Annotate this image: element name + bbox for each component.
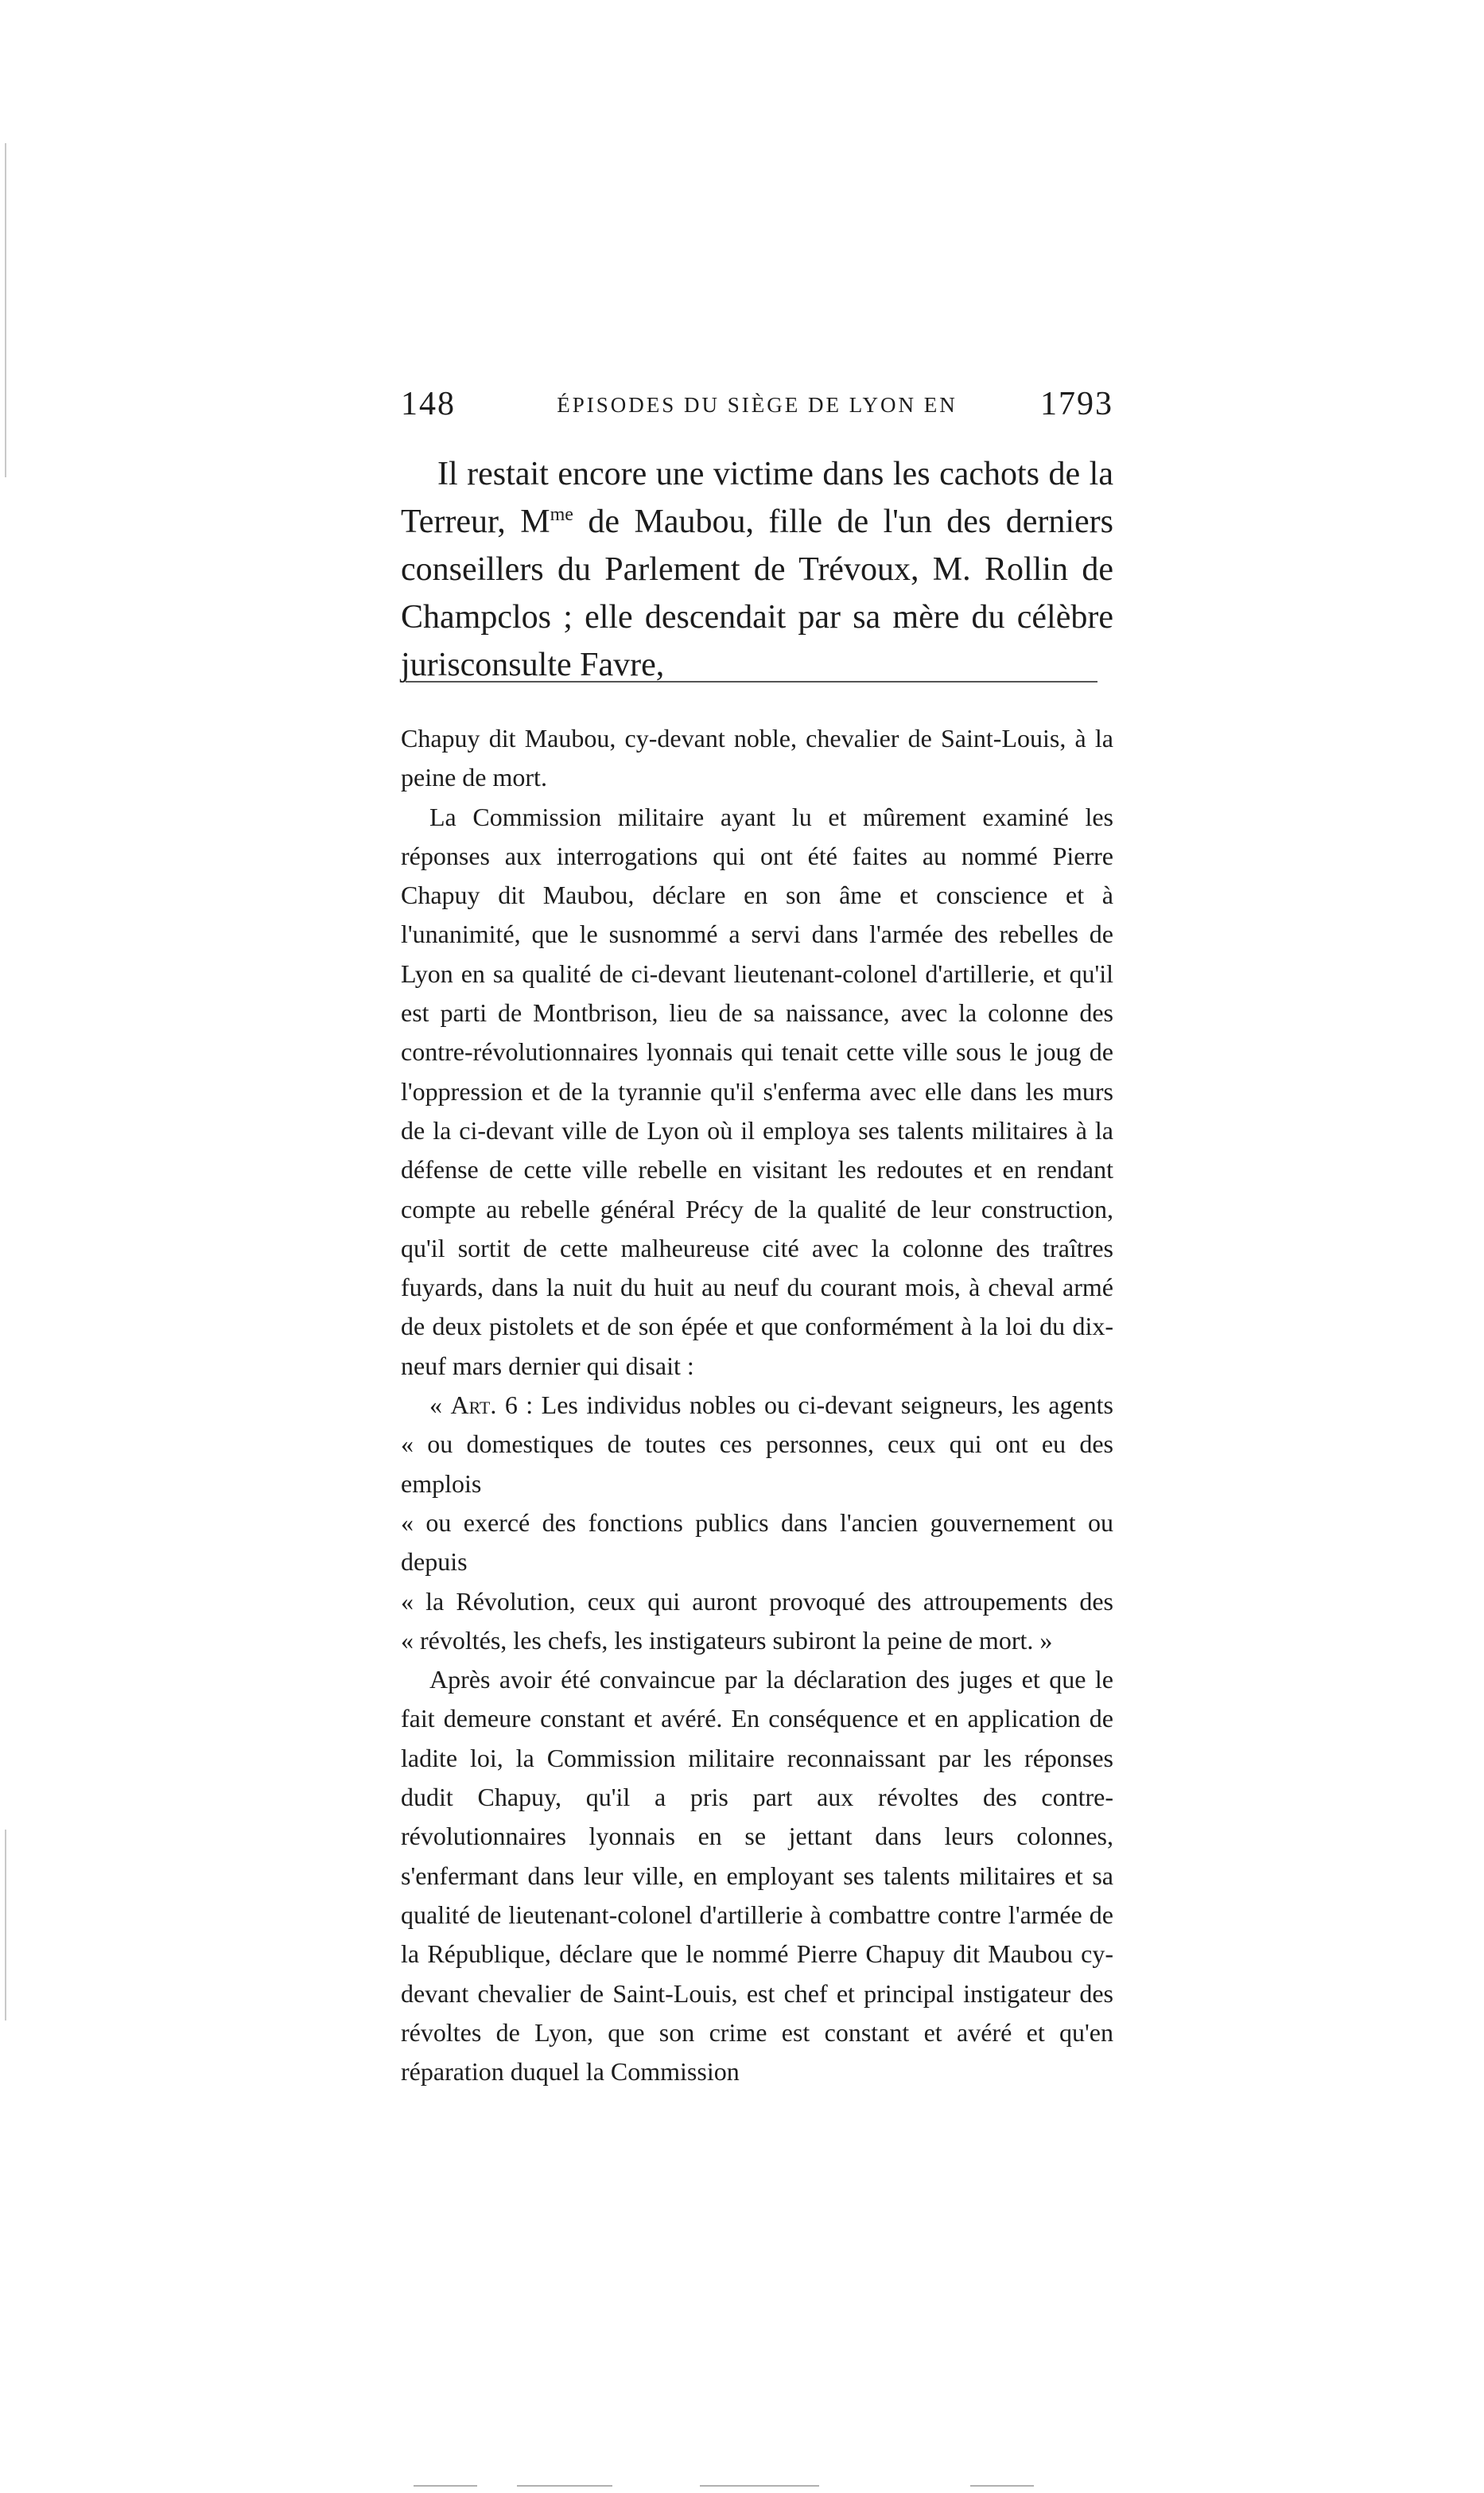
footnote-quote bbox=[401, 1386, 1113, 1425]
footnote-paragraph: Après avoir été convaincue par la déclaration des juges et que le fait demeure constant et avéré. En conséquence et en application de ladite loi, la Commission militaire reconnaissant par les réponses dudit Chapuy, qu'il a pris part aux révoltes des contre-révolutionnaires lyonnais en se jettant dans leurs colonnes, s'enfermant dans leur ville, en employant ses talents militaires et sa qualité de lieutenant-colonel d'artillerie à combattre contre l'armée de la République, déclare que le nommé Pierre Chapuy dit Maubou cy-devant chevalier de Saint-Louis, est chef et principal instigateur des révoltes de Lyon, que son crime est constant et avéré et qu'en réparation duquel la Commission bbox=[401, 1665, 1113, 2087]
footnote-paragraph: Chapuy dit Maubou, cy-devant noble, chevalier de Saint-Louis, à la peine de mort. bbox=[401, 724, 1113, 792]
running-year: 1793 bbox=[1040, 386, 1113, 422]
bottom-edge-rule bbox=[970, 2485, 1034, 2487]
article-number: Art. 6 bbox=[450, 1390, 518, 1420]
bottom-edge-rule bbox=[414, 2485, 477, 2487]
main-text bbox=[401, 450, 1113, 689]
quote-line: « révoltés, les chefs, les instigateurs subiront la peine de mort. » bbox=[401, 1625, 1053, 1655]
quote-line: « ou domestiques de toutes ces personnes, ceux qui ont eu des emplois bbox=[401, 1429, 1113, 1498]
quote-open: « bbox=[429, 1390, 451, 1420]
footnote-paragraph: La Commission militaire ayant lu et mûrement examiné les réponses aux interrogations qui ont été faites au nommé Pierre Chapuy dit Maubou, déclare en son âme et conscience et à l'unanimité, que le susnommé a servi dans l'armée des rebelles de Lyon en sa qualité de ci-devant lieutenant-colonel d'artillerie, et qu'il est parti de Montbrison, lieu de sa naissance, avec la colonne des contre-révolutionnaires lyonnais qui tenait cette ville sous le joug de l'oppression et de la tyrannie qu'il s'enferma avec elle dans les murs de la ci-devant ville de Lyon où il employa ses talents militaires à la défense de cette ville rebelle en visitant les redoutes et en rendant compte au rebelle général Précy de la qualité de leur construction, qu'il sortit de cette malheureuse cité avec la colonne des traîtres fuyards, dans la nuit du huit au neuf du courant mois, à cheval armé de deux pistolets et de son épée et que conformément à la loi du dix-neuf mars dernier qui disait : bbox=[401, 802, 1113, 1380]
page-number: 148 bbox=[401, 386, 456, 422]
running-header bbox=[401, 385, 1113, 433]
scan-edge-mark bbox=[5, 143, 6, 477]
main-text-part: Il restait encore une victime dans les cachots de la Terreur, M bbox=[401, 456, 1113, 540]
footnote-separator bbox=[406, 681, 1097, 683]
bottom-edge-rule bbox=[700, 2485, 819, 2487]
main-text-part: de Maubou, fille de l'un des derniers conseillers du Parlement de Trévoux, M. Rollin de Champclos ; elle descendait par sa mère du célèbre jurisconsulte Favre, bbox=[401, 504, 1113, 683]
quote-line-text: : Les individus nobles ou ci-devant seigneurs, les agents bbox=[517, 1390, 1114, 1420]
scan-edge-mark bbox=[5, 1830, 6, 2020]
quote-line: « ou exercé des fonctions publics dans l'ancien gouvernement ou depuis bbox=[401, 1507, 1113, 1577]
bottom-edge-rule bbox=[517, 2485, 612, 2487]
main-paragraph bbox=[401, 450, 1113, 689]
mme-superscript: me bbox=[550, 504, 573, 525]
quote-line bbox=[401, 1386, 1113, 1425]
footnote bbox=[401, 719, 1113, 2091]
running-title: ÉPISODES DU SIÈGE DE LYON EN bbox=[557, 393, 958, 417]
quote-line: « la Révolution, ceux qui auront provoqué des attroupements des bbox=[401, 1586, 1113, 1616]
footnote-quote-continued bbox=[401, 1425, 1113, 1660]
